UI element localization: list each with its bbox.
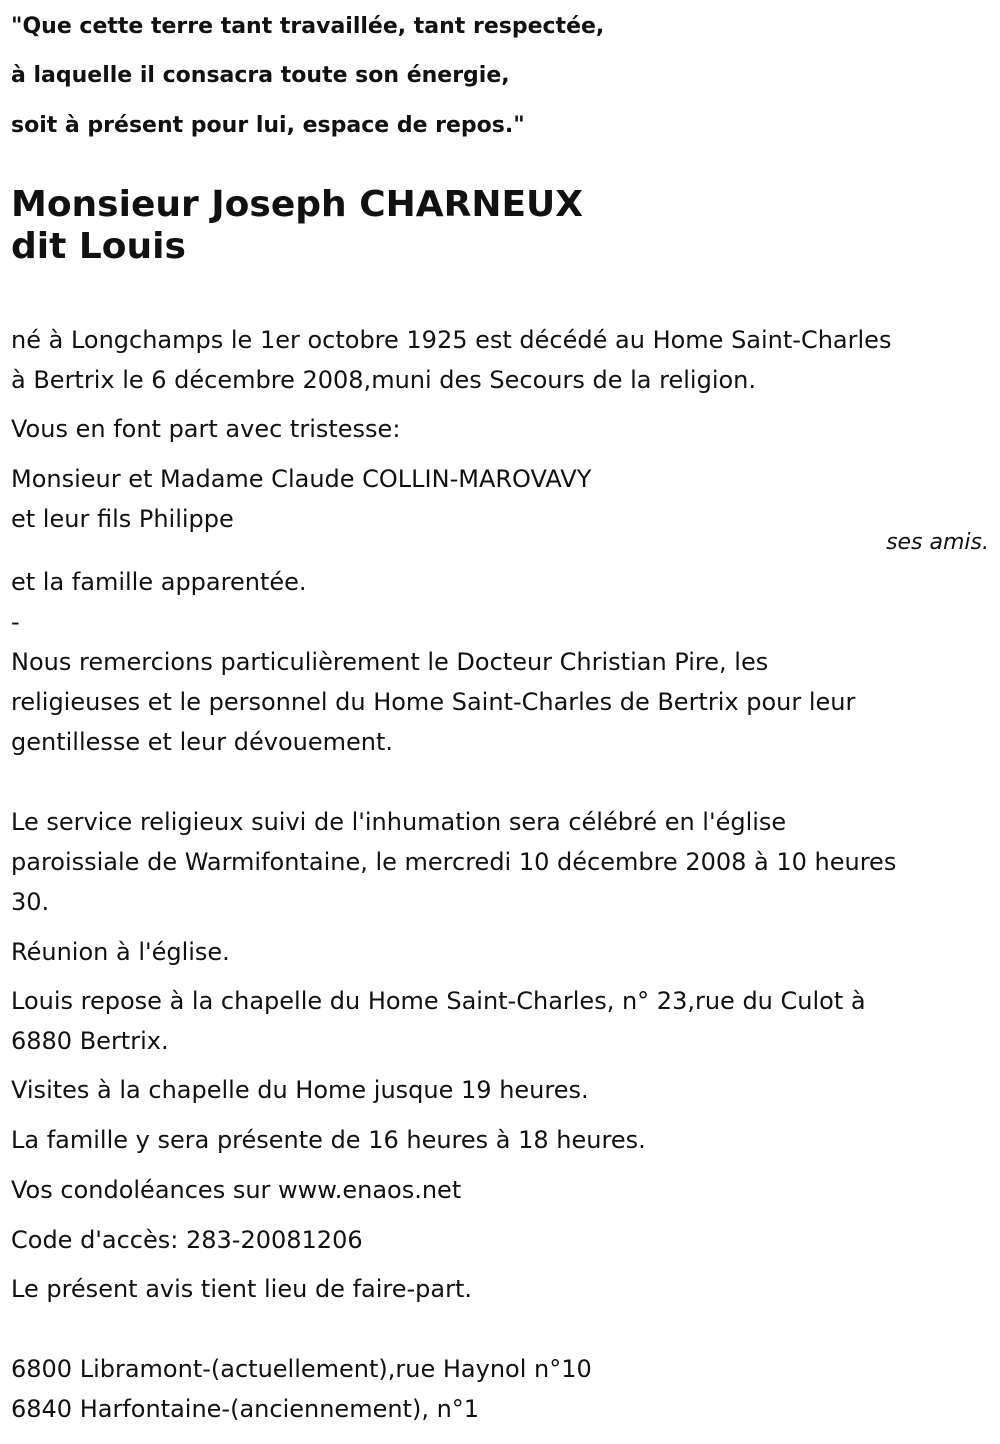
- resting-place-line-1: Louis repose à la chapelle du Home Saint-Charles, n° 23,rue du Culot à: [11, 987, 866, 1015]
- deceased-name: [11, 184, 583, 268]
- meeting-note: Réunion à l'église.: [11, 938, 230, 966]
- epitaph-line-2: à laquelle il consacra toute son énergie,: [11, 63, 510, 88]
- epitaph-line-1: "Que cette terre tant travaillée, tant respectée,: [11, 14, 605, 39]
- epitaph-line-3: soit à présent pour lui, espace de repos.": [11, 113, 525, 138]
- thanks-line-3: gentillesse et leur dévouement.: [11, 728, 393, 756]
- deceased-name-line-1: Monsieur Joseph CHARNEUX: [11, 184, 584, 225]
- family-presence-note: La famille y sera présente de 16 heures à 18 heures.: [11, 1126, 646, 1154]
- access-code: Code d'accès: 283-20081206: [11, 1226, 363, 1254]
- thanks-line-2: religieuses et le personnel du Home Saint-Charles de Bertrix pour leur: [11, 688, 856, 716]
- addresses: [11, 1349, 592, 1429]
- notice-statement: Le présent avis tient lieu de faire-part.: [11, 1275, 473, 1303]
- condolences-link-text: Vos condoléances sur www.enaos.net: [11, 1176, 462, 1204]
- deceased-nickname: dit Louis: [11, 226, 186, 267]
- address-former: 6840 Harfontaine-(anciennement), n°1: [11, 1395, 480, 1423]
- service-line-1: Le service religieux suivi de l'inhumation sera célébré en l'église: [11, 808, 787, 836]
- birth-death-line-2: à Bertrix le 6 décembre 2008,muni des Secours de la religion.: [11, 366, 757, 394]
- service-paragraph: [11, 802, 896, 922]
- resting-place-line-2: 6880 Bertrix.: [11, 1027, 169, 1055]
- announcement-intro: Vous en font part avec tristesse:: [11, 415, 401, 443]
- family-line-1: Monsieur et Madame Claude COLLIN-MAROVAVY: [11, 465, 592, 493]
- thanks-line-1: Nous remercions particulièrement le Docteur Christian Pire, les: [11, 648, 769, 676]
- separator-dash: -: [11, 608, 20, 636]
- service-line-3: 30.: [11, 888, 50, 916]
- birth-death-line-1: né à Longchamps le 1er octobre 1925 est décédé au Home Saint-Charles: [11, 326, 892, 354]
- visits-note: Visites à la chapelle du Home jusque 19 heures.: [11, 1076, 589, 1104]
- family-paragraph: [11, 459, 591, 539]
- friends-note: ses amis.: [886, 530, 989, 555]
- address-current: 6800 Libramont-(actuellement),rue Haynol n°10: [11, 1355, 592, 1383]
- resting-place-paragraph: [11, 981, 866, 1061]
- service-line-2: paroissiale de Warmifontaine, le mercredi 10 décembre 2008 à 10 heures: [11, 848, 897, 876]
- birth-death-paragraph: [11, 320, 891, 400]
- thanks-paragraph: [11, 642, 855, 762]
- extended-family: et la famille apparentée.: [11, 568, 307, 596]
- family-line-2: et leur fils Philippe: [11, 505, 234, 533]
